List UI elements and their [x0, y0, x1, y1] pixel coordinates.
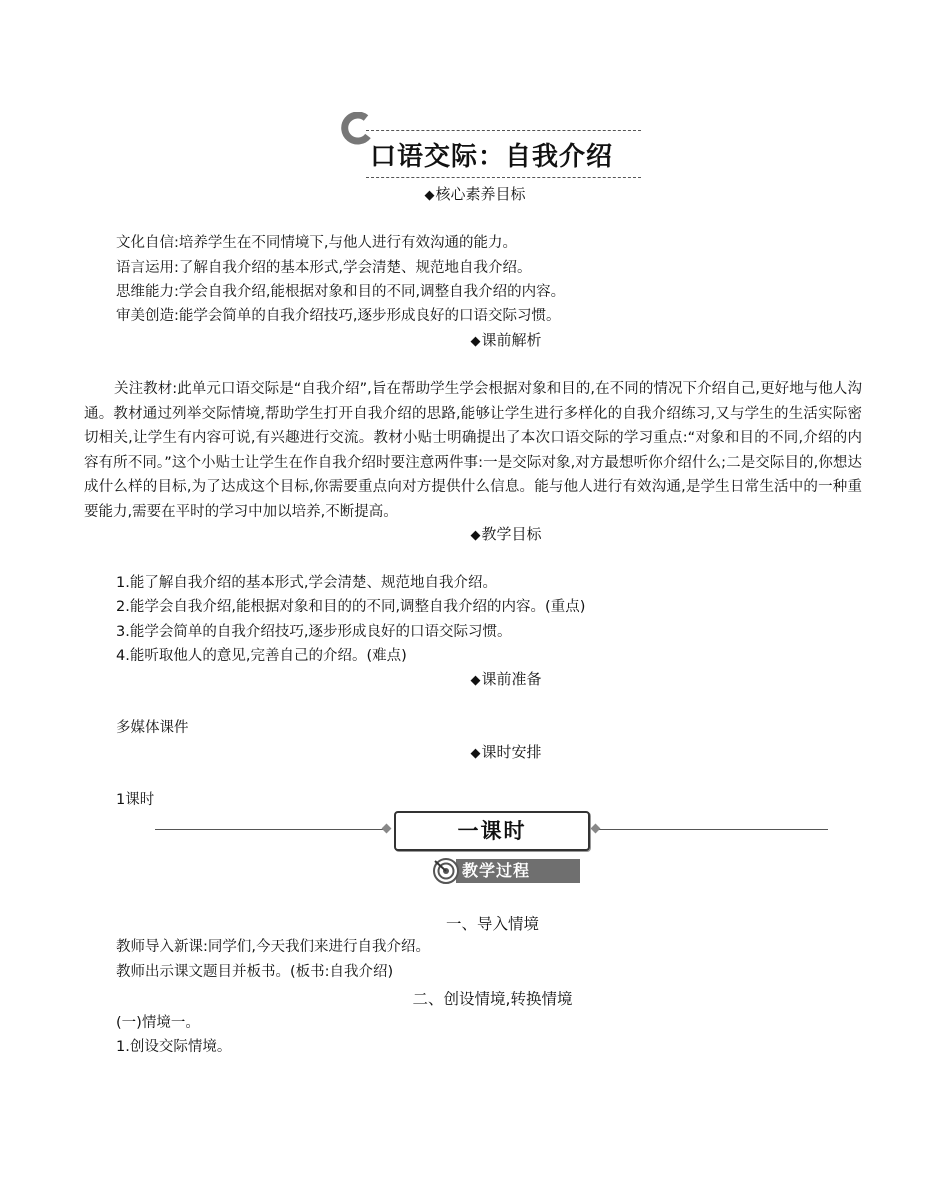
- schedule-text: 1课时: [116, 792, 155, 808]
- analysis-paragraph: 关注教材:此单元口语交际是“自我介绍”,旨在帮助学生学会根据对象和目的,在不同的情况下介绍自己,更好地与他人沟通。教材通过列举交际情境,帮助学生打开自我介绍的思路,能够让学生进行多样化的自我介绍练习,又与学生的生活实际密切相关,让学生有内容可说,有兴趣进行交流。教材小贴士明确提出了本次口语交际的学习重点:“对象和目的不同,介绍的内容有所不同。”这个小贴士让学生在作自我介绍时要注意两件事:一是交际对象,对方最想听你介绍什么;二是交际目的,你想达成什么样的目标,为了达成这个目标,你需要重点向对方提供什么信息。能与他人进行有效沟通,是学生日常生活中的一种重要能力,需要在平时的学习中加以培养,不断提高。: [84, 381, 862, 520]
- page-title: 口语交际：自我介绍: [370, 142, 614, 172]
- core-goal-line: 文化自信:培养学生在不同情境下,与他人进行有效沟通的能力。: [116, 235, 517, 251]
- process-line: 教师导入新课:同学们,今天我们来进行自我介绍。: [116, 939, 430, 955]
- teaching-goal-line: 2.能学会自我介绍,能根据对象和目的的不同,调整自我介绍的内容。(重点): [116, 599, 586, 615]
- core-goal-line: 审美创造:能学会简单的自我介绍技巧,逐步形成良好的口语交际习惯。: [116, 308, 561, 324]
- process-line: 1.创设交际情境。: [116, 1039, 232, 1055]
- diamond-icon: ◆: [470, 746, 481, 761]
- teaching-goal-line: 4.能听取他人的意见,完善自己的介绍。(难点): [116, 648, 407, 664]
- process-heading: 一、导入情境: [445, 915, 539, 933]
- process-line: (一)情境一。: [116, 1015, 200, 1031]
- section-heading-analysis: ◆课前解析: [470, 331, 542, 349]
- teaching-goal-line: 1.能了解自我介绍的基本形式,学会清楚、规范地自我介绍。: [116, 575, 497, 591]
- process-heading: 二、创设情境,转换情境: [412, 990, 573, 1008]
- title-bottom-rule: [366, 177, 641, 178]
- banner-left-rule: [155, 829, 387, 830]
- teaching-goal-line: 3.能学会简单的自我介绍技巧,逐步形成良好的口语交际习惯。: [116, 624, 512, 640]
- section-heading-preparation: ◆课前准备: [470, 670, 542, 688]
- ring-icon: [340, 112, 374, 146]
- core-goal-line: 语言运用:了解自我介绍的基本形式,学会清楚、规范地自我介绍。: [116, 260, 532, 276]
- section-heading-schedule: ◆课时安排: [470, 743, 542, 761]
- banner-right-rule: [594, 829, 828, 830]
- banner-left-dot: [382, 824, 392, 834]
- diamond-icon: ◆: [470, 334, 481, 349]
- diamond-icon: ◆: [424, 188, 435, 203]
- diamond-icon: ◆: [470, 528, 481, 543]
- title-block: [338, 108, 648, 188]
- banner-right-dot: [591, 824, 601, 834]
- section-heading-core-goals: ◆核心素养目标: [424, 185, 526, 203]
- process-label: 教学过程: [456, 859, 580, 883]
- section-heading-teaching-goals: ◆教学目标: [470, 525, 542, 543]
- title-top-rule: [366, 130, 641, 131]
- lesson-banner: 一课时: [394, 811, 590, 851]
- target-icon: [432, 857, 460, 885]
- process-line: 教师出示课文题目并板书。(板书:自我介绍): [116, 964, 394, 980]
- preparation-text: 多媒体课件: [116, 720, 189, 736]
- core-goal-line: 思维能力:学会自我介绍,能根据对象和目的不同,调整自我介绍的内容。: [116, 284, 566, 300]
- diamond-icon: ◆: [470, 673, 481, 688]
